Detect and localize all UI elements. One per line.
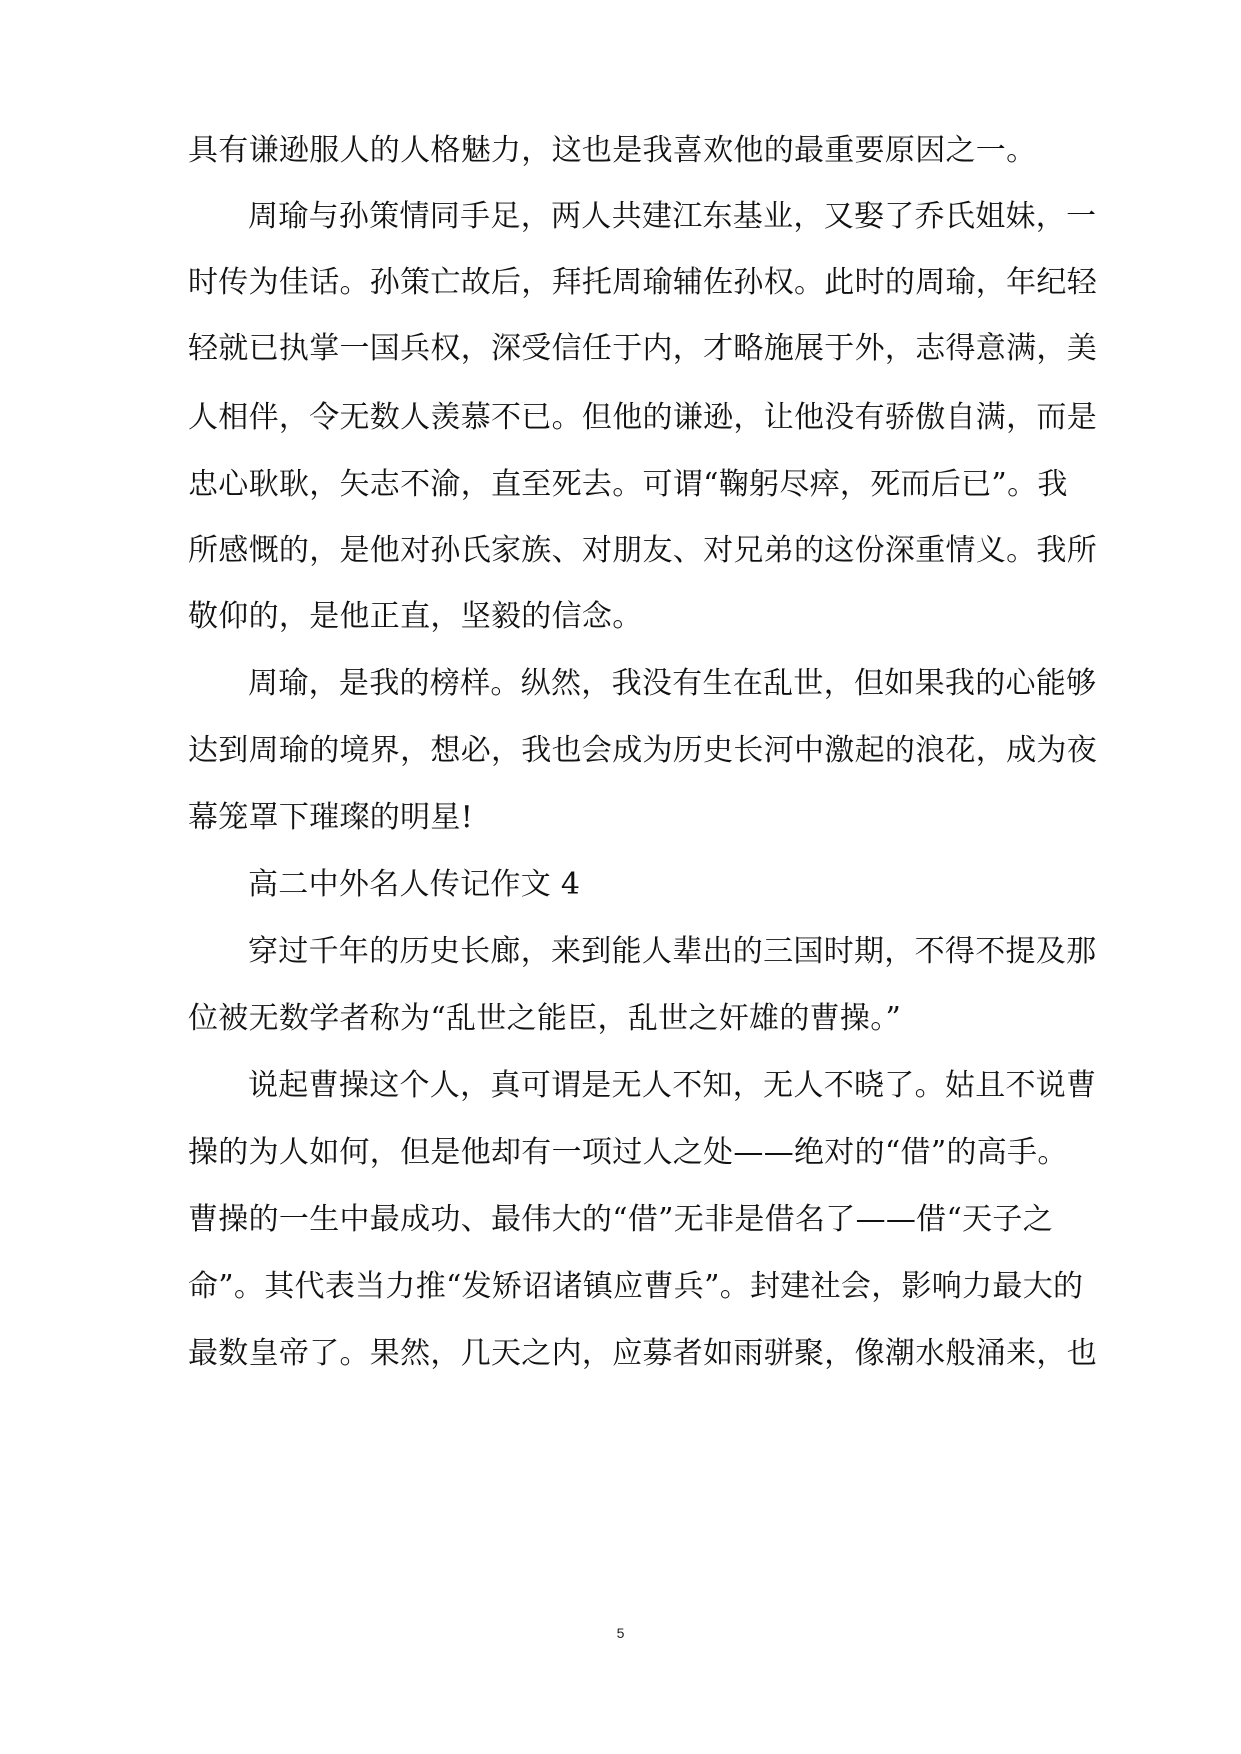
page-number: 5 — [616, 1625, 625, 1641]
text-line: 命”。其代表当力推“发矫诏诸镇应曹兵”。封建社会，影响力最大的 — [188, 1269, 1084, 1304]
text-line: 具有谦逊服人的人格魅力，这也是我喜欢他的最重要原因之一。 — [188, 133, 1037, 168]
text-line: 轻就已执掌一国兵权，深受信任于内，才略施展于外，志得意满，美 — [188, 331, 1097, 366]
text-line: 最数皇帝了。果然，几天之内，应募者如雨骈聚，像潮水般涌来，也 — [188, 1336, 1097, 1371]
paragraph-start-line: 周瑜，是我的榜样。纵然，我没有生在乱世，但如果我的心能够 — [248, 666, 1097, 701]
paragraph-start-line: 周瑜与孙策情同手足，两人共建江东基业，又娶了乔氏姐妹，一 — [248, 199, 1097, 234]
text-line: 操的为人如何，但是他却有一项过人之处——绝对的“借”的高手。 — [188, 1135, 1068, 1170]
paragraph-start-line: 说起曹操这个人，真可谓是无人不知，无人不晓了。姑且不说曹 — [248, 1068, 1097, 1103]
text-line: 忠心耿耿，矢志不渝，直至死去。可谓“鞠躬尽瘁，死而后已”。我 — [188, 467, 1068, 502]
text-line: 人相伴，令无数人羡慕不已。但他的谦逊，让他没有骄傲自满，而是 — [188, 400, 1097, 435]
text-line: 敬仰的，是他正直，坚毅的信念。 — [188, 599, 643, 634]
text-line: 达到周瑜的境界，想必，我也会成为历史长河中激起的浪花，成为夜 — [188, 733, 1097, 768]
text-line: 幕笼罩下璀璨的明星! — [188, 800, 474, 835]
text-line: 时传为佳话。孙策亡故后，拜托周瑜辅佐孙权。此时的周瑜，年纪轻 — [188, 265, 1097, 300]
text-line: 所感慨的，是他对孙氏家族、对朋友、对兄弟的这份深重情义。我所 — [188, 533, 1097, 568]
text-line: 曹操的一生中最成功、最伟大的“借”无非是借名了——借“天子之 — [188, 1202, 1054, 1237]
paragraph-start-line: 穿过千年的历史长廊，来到能人辈出的三国时期，不得不提及那 — [248, 934, 1097, 969]
text-line: 位被无数学者称为“乱世之能臣，乱世之奸雄的曹操。” — [188, 1001, 902, 1036]
section-heading: 高二中外名人传记作文 4 — [248, 867, 581, 902]
